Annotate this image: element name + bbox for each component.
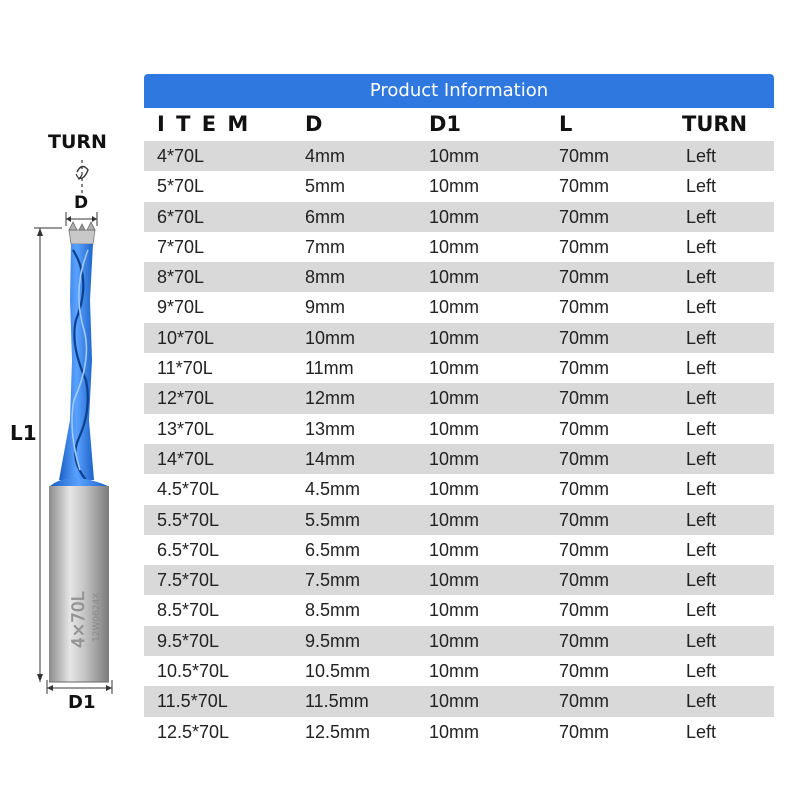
- cell-l: 70mm: [559, 539, 610, 560]
- cell-d: 12mm: [305, 388, 356, 409]
- table-row: [144, 353, 774, 383]
- cell-d1: 10mm: [429, 327, 480, 348]
- cell-l: 70mm: [559, 509, 610, 530]
- cell-l: 70mm: [559, 600, 610, 621]
- cell-l: 70mm: [559, 570, 610, 591]
- cell-l: 70mm: [559, 448, 610, 469]
- cell-turn: Left: [686, 358, 717, 379]
- cell-item: 11*70L: [157, 358, 213, 379]
- cell-turn: Left: [686, 721, 717, 742]
- cell-d1: 10mm: [429, 146, 480, 166]
- column-header-turn: TURN: [682, 112, 748, 136]
- table-row: [144, 323, 774, 353]
- cell-d1: 10mm: [429, 691, 480, 712]
- cell-d: 4.5mm: [305, 479, 361, 500]
- cell-d: 11mm: [305, 358, 354, 379]
- table-row: [144, 262, 774, 292]
- cell-item: 5.5*70L: [157, 509, 220, 530]
- cell-item: 7.5*70L: [157, 570, 220, 591]
- table-row: [144, 202, 774, 232]
- steel-shank: [49, 486, 109, 682]
- cell-d: 10mm: [305, 327, 356, 348]
- table-row: [144, 535, 774, 565]
- table-row: [144, 383, 774, 413]
- cell-l: 70mm: [559, 661, 610, 682]
- cell-d1: 10mm: [429, 418, 480, 439]
- cell-turn: Left: [686, 600, 717, 621]
- cell-item: 9.5*70L: [157, 630, 220, 651]
- table-title: Product Information: [144, 74, 774, 108]
- shank-marking: 4×70L: [69, 591, 89, 648]
- cell-d: 9mm: [305, 297, 345, 318]
- cell-d: 5.5mm: [305, 509, 361, 530]
- cell-l: 70mm: [559, 418, 610, 439]
- cell-turn: Left: [686, 206, 717, 227]
- cell-turn: Left: [686, 570, 717, 591]
- cell-l: 70mm: [559, 267, 610, 288]
- cell-d1: 10mm: [429, 721, 480, 742]
- table-row: [144, 505, 774, 535]
- cell-d1: 10mm: [429, 539, 480, 560]
- cell-d: 4mm: [305, 146, 345, 166]
- cell-d: 12.5mm: [305, 721, 371, 742]
- cell-item: 8.5*70L: [157, 600, 220, 621]
- cell-item: 6*70L: [157, 206, 205, 227]
- column-header-l: L: [559, 112, 573, 136]
- turn-arrow-icon: [76, 160, 88, 196]
- table-row: [144, 414, 774, 444]
- cell-item: 12*70L: [157, 388, 215, 409]
- table-row: [144, 171, 774, 201]
- cell-l: 70mm: [559, 630, 610, 651]
- cell-d1: 10mm: [429, 267, 480, 288]
- table-row: [144, 626, 774, 656]
- cell-item: 10.5*70L: [157, 661, 230, 682]
- table-row: [144, 717, 774, 747]
- cell-d1: 10mm: [429, 236, 480, 257]
- cell-item: 14*70L: [157, 448, 215, 469]
- shank-sub-marking: 12W0624X: [92, 592, 102, 642]
- drill-bit-diagram: [0, 0, 140, 800]
- cell-turn: Left: [686, 509, 717, 530]
- cell-l: 70mm: [559, 206, 610, 227]
- cell-d1: 10mm: [429, 206, 480, 227]
- cell-turn: Left: [686, 418, 717, 439]
- drill-tip: [69, 222, 95, 244]
- cell-item: 4.5*70L: [157, 479, 220, 500]
- cell-turn: Left: [686, 236, 717, 257]
- cell-turn: Left: [686, 327, 717, 348]
- cell-turn: Left: [686, 267, 717, 288]
- table-row: [144, 595, 774, 625]
- cell-l: 70mm: [559, 479, 610, 500]
- table-row: [144, 565, 774, 595]
- cell-l: 70mm: [559, 146, 610, 166]
- product-information-table: [144, 74, 774, 747]
- table-row: [144, 656, 774, 686]
- cell-d: 6mm: [305, 206, 345, 227]
- cell-d1: 10mm: [429, 358, 480, 379]
- table-row: [144, 232, 774, 262]
- cell-turn: Left: [686, 388, 717, 409]
- cell-l: 70mm: [559, 358, 610, 379]
- cell-item: 4*70L: [157, 146, 205, 166]
- cell-item: 12.5*70L: [157, 721, 230, 742]
- cell-d1: 10mm: [429, 176, 480, 197]
- cell-item: 8*70L: [157, 267, 205, 288]
- cell-d1: 10mm: [429, 630, 480, 651]
- cell-turn: Left: [686, 539, 717, 560]
- turn-label: TURN: [48, 131, 107, 153]
- cell-turn: Left: [686, 297, 717, 318]
- cell-l: 70mm: [559, 691, 610, 712]
- column-headers: [144, 108, 774, 141]
- cell-item: 5*70L: [157, 176, 205, 197]
- cell-item: 9*70L: [157, 297, 205, 318]
- cell-item: 6.5*70L: [157, 539, 220, 560]
- cell-turn: Left: [686, 661, 717, 682]
- cell-item: 13*70L: [157, 418, 215, 439]
- cell-turn: Left: [686, 691, 717, 712]
- table-row: [144, 292, 774, 322]
- cell-l: 70mm: [559, 297, 610, 318]
- cell-l: 70mm: [559, 176, 610, 197]
- table-row: [144, 474, 774, 504]
- blue-flute: [50, 244, 108, 492]
- cell-d1: 10mm: [429, 479, 480, 500]
- table-body: [144, 141, 774, 747]
- cell-d: 7.5mm: [305, 570, 361, 591]
- cell-l: 70mm: [559, 236, 610, 257]
- cell-turn: Left: [686, 146, 717, 166]
- table-row: [144, 686, 774, 716]
- cell-d1: 10mm: [429, 661, 480, 682]
- column-header-item: I T E M: [157, 112, 251, 136]
- cell-l: 70mm: [559, 327, 610, 348]
- cell-d1: 10mm: [429, 448, 480, 469]
- cell-d1: 10mm: [429, 600, 480, 621]
- cell-d: 9.5mm: [305, 630, 361, 651]
- l1-label: L1: [10, 421, 37, 445]
- column-header-d: D: [305, 112, 323, 136]
- cell-d1: 10mm: [429, 388, 480, 409]
- cell-turn: Left: [686, 176, 717, 197]
- cell-d: 8.5mm: [305, 600, 361, 621]
- cell-item: 7*70L: [157, 236, 205, 257]
- cell-turn: Left: [686, 479, 717, 500]
- cell-d1: 10mm: [429, 297, 480, 318]
- cell-d1: 10mm: [429, 509, 480, 530]
- table-row: [144, 141, 774, 171]
- cell-l: 70mm: [559, 721, 610, 742]
- cell-d: 6.5mm: [305, 539, 361, 560]
- cell-l: 70mm: [559, 388, 610, 409]
- cell-turn: Left: [686, 448, 717, 469]
- cell-d: 13mm: [305, 418, 356, 439]
- cell-item: 10*70L: [157, 327, 215, 348]
- cell-item: 11.5*70L: [157, 691, 228, 712]
- cell-d1: 10mm: [429, 570, 480, 591]
- d-label: D: [74, 193, 89, 213]
- cell-d: 5mm: [305, 176, 345, 197]
- cell-d: 8mm: [305, 267, 345, 288]
- cell-turn: Left: [686, 630, 717, 651]
- d1-label: D1: [68, 692, 96, 713]
- cell-d: 14mm: [305, 448, 356, 469]
- cell-d: 7mm: [305, 236, 345, 257]
- drill-bit-illustration: [0, 0, 140, 800]
- cell-d: 10.5mm: [305, 661, 371, 682]
- column-header-d1: D1: [429, 112, 462, 136]
- table-row: [144, 444, 774, 474]
- cell-d: 11.5mm: [305, 691, 369, 712]
